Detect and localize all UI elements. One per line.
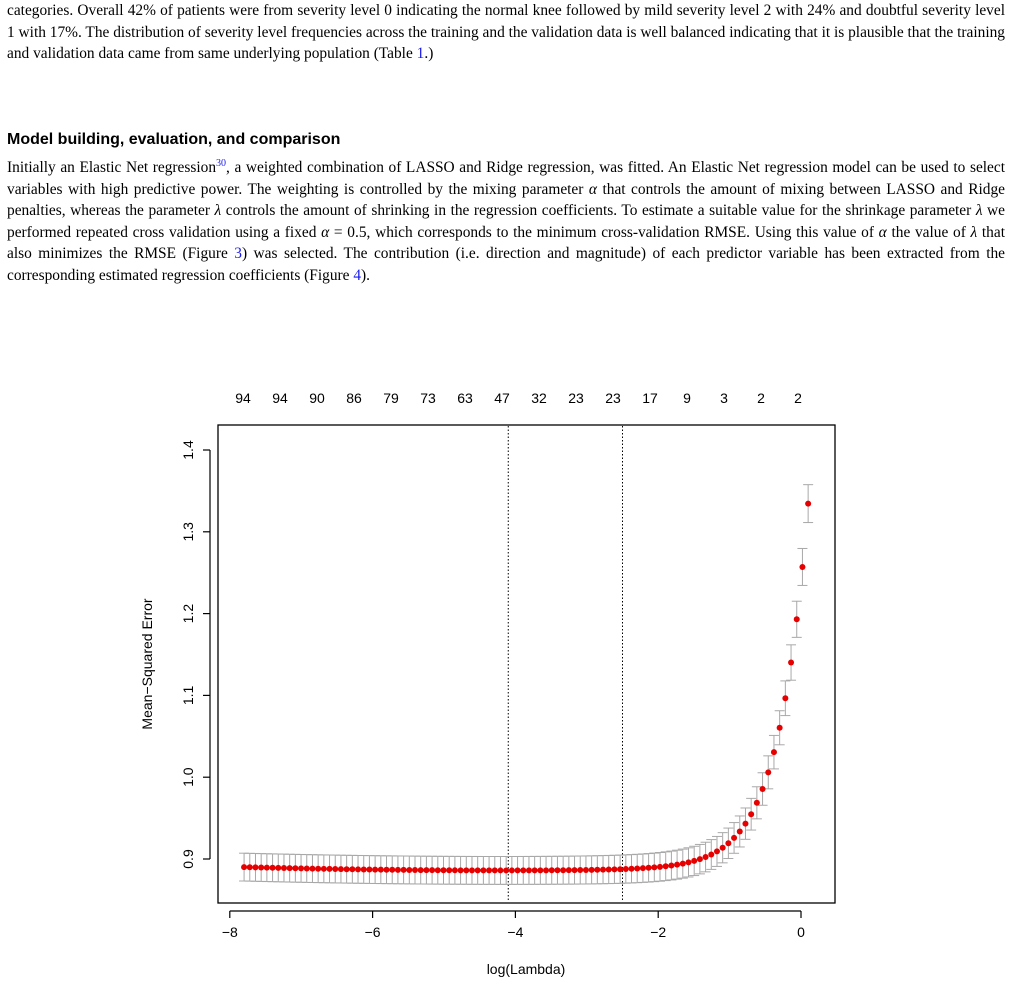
data-point <box>327 866 333 872</box>
data-point <box>349 866 355 872</box>
data-point <box>794 616 800 622</box>
y-tick-label: 1.2 <box>180 603 196 624</box>
data-point <box>606 867 612 873</box>
data-point <box>292 865 298 871</box>
data-point <box>663 863 669 869</box>
data-point <box>344 866 350 872</box>
error-bars <box>239 485 813 885</box>
top-axis-label: 9 <box>683 390 691 406</box>
lambda-symbol: λ <box>214 202 222 220</box>
paragraph-text: , a weighted combination of LASSO and Ridge regression, was fitted. An Elastic Net regression model can be used to select variables with high predictive power. The weighting is controlled by the mixing parameter <box>7 159 1005 198</box>
data-point <box>554 867 560 873</box>
data-point <box>543 867 549 873</box>
data-point <box>646 865 652 871</box>
x-axis <box>222 911 805 940</box>
data-point <box>401 867 407 873</box>
data-point <box>623 866 629 872</box>
paragraph-intro <box>7 0 1005 65</box>
data-point <box>782 695 788 701</box>
paragraph-text: that also minimizes the RMSE (Figure <box>7 223 1005 263</box>
data-point <box>452 867 458 873</box>
y-tick-label: 1.0 <box>180 767 196 787</box>
x-tick-label: −4 <box>507 924 524 940</box>
data-point <box>611 866 617 872</box>
data-point <box>526 867 532 873</box>
data-point <box>475 867 481 873</box>
data-point <box>754 800 760 806</box>
paragraph-text: controls the amount of shrinking in the regression coefficients. To estimate a suitable value for the shrinkage parameter <box>221 202 976 220</box>
y-tick-label: 1.3 <box>180 522 196 542</box>
data-point <box>361 866 367 872</box>
data-point <box>463 867 469 873</box>
data-point <box>566 867 572 873</box>
data-point <box>435 867 441 873</box>
lambda-symbol: λ <box>975 202 983 220</box>
data-point <box>503 867 509 873</box>
paragraph-text: the value of <box>886 223 971 241</box>
data-point <box>708 851 714 857</box>
data-point <box>577 867 583 873</box>
data-point <box>703 854 709 860</box>
data-point <box>258 865 264 871</box>
data-point <box>520 867 526 873</box>
cv-error-chart <box>0 380 1012 984</box>
top-axis-labels <box>235 390 802 406</box>
paragraph-text: Initially an Elastic Net regression <box>7 159 217 176</box>
data-point <box>458 867 464 873</box>
y-axis-label: Mean−Squared Error <box>139 598 155 730</box>
x-tick-label: −6 <box>364 924 381 940</box>
top-axis-label: 17 <box>642 390 658 406</box>
top-axis-label: 2 <box>794 390 802 406</box>
top-axis-label: 32 <box>531 390 547 406</box>
data-point <box>247 864 253 870</box>
data-point <box>321 866 327 872</box>
top-axis-label: 47 <box>494 390 510 406</box>
data-point <box>338 866 344 872</box>
data-point <box>583 867 589 873</box>
data-point <box>440 867 446 873</box>
paragraph-text: ). <box>361 266 371 284</box>
data-point <box>737 828 743 834</box>
data-point <box>366 867 372 873</box>
section-heading: Model building, evaluation, and comparison <box>7 131 341 148</box>
top-axis-label: 86 <box>346 390 362 406</box>
alpha-symbol: α <box>321 223 330 241</box>
data-point <box>720 845 726 851</box>
data-point <box>640 865 646 871</box>
y-tick-label: 0.9 <box>180 849 196 869</box>
data-point <box>549 867 555 873</box>
data-point <box>304 865 310 871</box>
data-point <box>241 864 247 870</box>
figure-3-link[interactable]: 3 <box>234 245 242 263</box>
data-point <box>748 811 754 817</box>
data-point <box>378 867 384 873</box>
paragraph-text: categories. Overall 42% of patients were from severity level 0 indicating the normal knee followed by mild severity level 2 with 24% and doubtful severity level 1 with 17%. The distribution of severity level frequencies across the training and the validation data is well balanced indicating that it is plausible that the training and validation data came from same underlying population (Table <box>7 2 1005 63</box>
top-axis-label: 79 <box>383 390 399 406</box>
lambda-symbol: λ <box>970 223 978 241</box>
paragraph-text: ) was selected. The contribution (i.e. direction and magnitude) of each predictor variable has been extracted from the corresponding estimated regression coefficients (Figure <box>7 245 1005 284</box>
alpha-symbol: α <box>588 180 597 198</box>
top-axis-label: 73 <box>420 390 436 406</box>
data-point <box>395 867 401 873</box>
data-point <box>418 867 424 873</box>
x-axis-label: log(Lambda) <box>486 961 566 977</box>
data-point <box>497 867 503 873</box>
data-point <box>731 835 737 841</box>
data-point <box>691 858 697 864</box>
y-axis <box>180 440 210 869</box>
data-point <box>725 840 731 846</box>
data-point <box>589 867 595 873</box>
paragraph-text: we performed repeated cross validation using a fixed <box>7 202 1005 241</box>
top-axis-label: 90 <box>309 390 325 406</box>
data-point <box>423 867 429 873</box>
top-axis-label: 2 <box>757 390 765 406</box>
data-point <box>572 867 578 873</box>
data-point <box>537 867 543 873</box>
y-tick-label: 1.1 <box>180 685 196 706</box>
data-point <box>275 865 281 871</box>
top-axis-label: 63 <box>457 390 473 406</box>
data-point <box>281 865 287 871</box>
data-points <box>241 501 811 874</box>
data-point <box>657 864 663 870</box>
y-tick-label: 1.4 <box>180 440 196 460</box>
data-point <box>674 862 680 868</box>
data-point <box>617 866 623 872</box>
data-point <box>697 856 703 862</box>
data-point <box>629 866 635 872</box>
data-point <box>765 769 771 775</box>
top-axis-label: 94 <box>235 390 251 406</box>
data-point <box>486 867 492 873</box>
data-point <box>799 564 805 570</box>
data-point <box>668 863 674 869</box>
data-point <box>651 864 657 870</box>
data-point <box>384 867 390 873</box>
data-point <box>600 867 606 873</box>
data-point <box>372 867 378 873</box>
data-point <box>594 867 600 873</box>
data-point <box>777 725 783 731</box>
data-point <box>714 848 720 854</box>
top-axis-label: 23 <box>605 390 621 406</box>
paragraph-text: that controls the amount of mixing between LASSO and Ridge penalties, whereas the parameter <box>7 180 1005 220</box>
x-tick-label: −2 <box>650 924 667 940</box>
data-point <box>389 867 395 873</box>
data-point <box>760 786 766 792</box>
table-1-link[interactable]: 1 <box>416 45 425 63</box>
data-point <box>315 866 321 872</box>
data-point <box>355 866 361 872</box>
data-point <box>469 867 475 873</box>
data-point <box>560 867 566 873</box>
paragraph-text: .) <box>424 45 434 63</box>
data-point <box>634 865 640 871</box>
data-point <box>742 821 748 827</box>
data-point <box>532 867 538 873</box>
citation-30-link[interactable]: 30 <box>216 158 227 169</box>
alpha-symbol: α <box>878 223 887 241</box>
data-point <box>298 865 304 871</box>
data-point <box>480 867 486 873</box>
data-point <box>264 865 270 871</box>
x-tick-label: −8 <box>221 924 238 940</box>
data-point <box>429 867 435 873</box>
data-point <box>509 867 515 873</box>
data-point <box>492 867 498 873</box>
top-axis-label: 3 <box>720 390 728 406</box>
data-point <box>309 866 315 872</box>
data-point <box>406 867 412 873</box>
data-point <box>788 660 794 666</box>
data-point <box>685 859 691 865</box>
data-point <box>805 501 811 507</box>
data-point <box>270 865 276 871</box>
data-point <box>287 865 293 871</box>
data-point <box>252 864 258 870</box>
reference-lines <box>508 426 622 902</box>
data-point <box>412 867 418 873</box>
paragraph-text: = 0.5, which corresponds to the minimum cross-validation RMSE. Using this value of <box>329 223 879 241</box>
top-axis-label: 94 <box>272 390 288 406</box>
top-axis-label: 23 <box>568 390 584 406</box>
data-point <box>515 867 521 873</box>
data-point <box>332 866 338 872</box>
data-point <box>446 867 452 873</box>
x-tick-label: 0 <box>797 924 805 940</box>
data-point <box>771 749 777 755</box>
figure-4-link[interactable]: 4 <box>353 266 362 284</box>
data-point <box>680 861 686 867</box>
paragraph-model-building <box>7 157 1005 287</box>
